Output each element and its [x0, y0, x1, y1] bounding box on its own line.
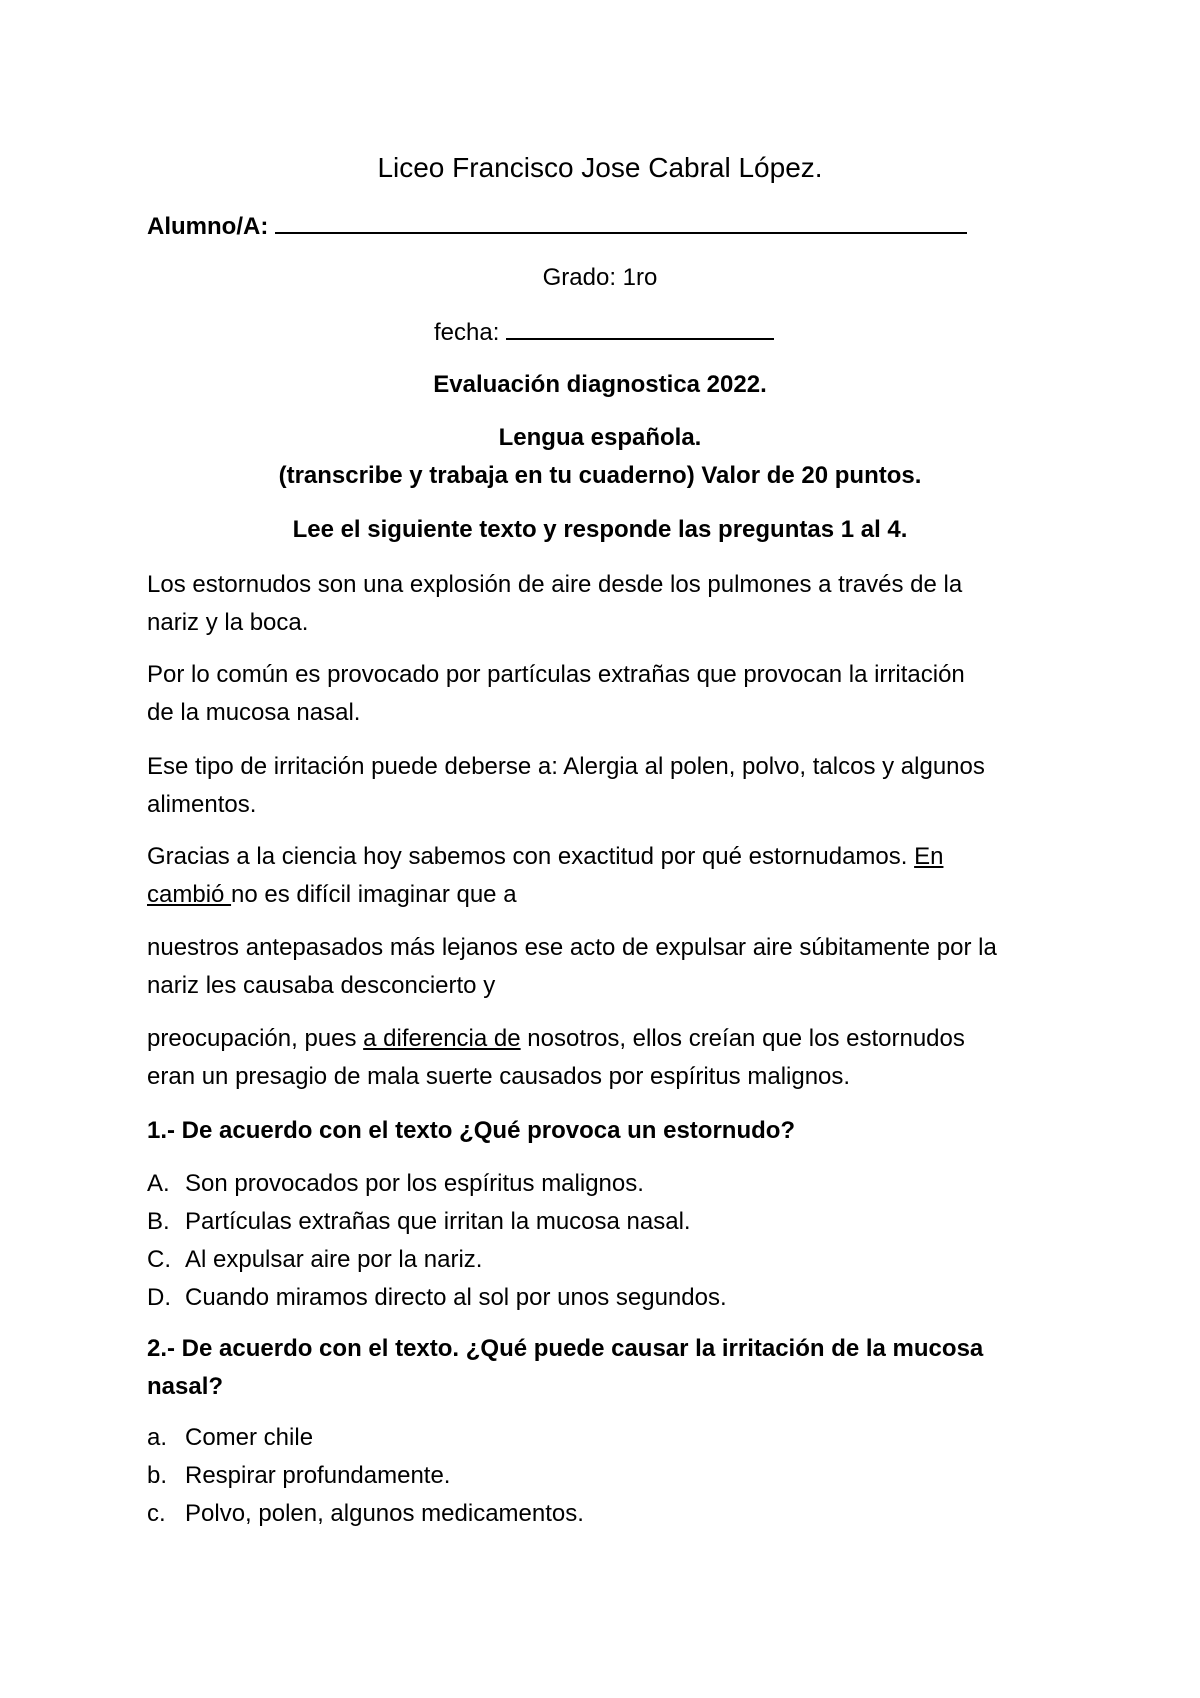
list-item: D. Cuando miramos directo al sol por unos segundos.	[147, 1284, 727, 1311]
question-1-options	[147, 1165, 727, 1317]
subject-title: Lengua española.	[498, 424, 702, 451]
paragraph-4: Gracias a la ciencia hoy sabemos con exactitud por qué estornudamos. En cambió no es difícil imaginar que a	[147, 843, 944, 908]
list-item: c. Polvo, polen, algunos medicamentos.	[147, 1500, 584, 1527]
date-line	[434, 318, 774, 347]
date-blank	[506, 318, 774, 340]
paragraph-2: Por lo común es provocado por partículas extrañas que provocan la irritación de la mucosa nasal.	[147, 661, 965, 726]
student-label: Alumno/A:	[147, 213, 269, 240]
exam-title: Evaluación diagnostica 2022.	[433, 371, 767, 398]
question-2: 2.- De acuerdo con el texto. ¿Qué puede causar la irritación de la mucosa nasal?	[147, 1335, 984, 1400]
grade-label: Grado: 1ro	[542, 264, 658, 291]
paragraph-3: Ese tipo de irritación puede deberse a: Alergia al polen, polvo, talcos y algunos alimentos.	[147, 753, 985, 818]
list-item: B. Partículas extrañas que irritan la mucosa nasal.	[147, 1208, 691, 1235]
date-label: fecha:	[434, 319, 500, 346]
paragraph-5: nuestros antepasados más lejanos ese acto de expulsar aire súbitamente por la nariz les causaba desconcierto y	[147, 934, 997, 999]
student-name-line	[147, 212, 967, 241]
list-item: C. Al expulsar aire por la nariz.	[147, 1246, 483, 1273]
paragraph-1: Los estornudos son una explosión de aire desde los pulmones a través de la nariz y la boca.	[147, 571, 963, 636]
instructions: (transcribe y trabaja en tu cuaderno) Valor de 20 puntos.	[278, 462, 922, 489]
list-item: a. Comer chile	[147, 1424, 314, 1451]
student-name-blank	[275, 212, 967, 234]
question-2-options	[147, 1419, 584, 1533]
school-name: Liceo Francisco Jose Cabral López.	[377, 152, 823, 183]
question-1: 1.- De acuerdo con el texto ¿Qué provoca un estornudo?	[147, 1117, 796, 1144]
list-item: b. Respirar profundamente.	[147, 1462, 451, 1489]
reading-prompt: Lee el siguiente texto y responde las preguntas 1 al 4.	[292, 516, 908, 543]
list-item: A. Son provocados por los espíritus malignos.	[147, 1170, 644, 1197]
underlined-phrase: cambió	[147, 881, 232, 908]
underlined-phrase: En	[914, 843, 944, 870]
underlined-phrase: a diferencia de	[363, 1025, 521, 1052]
paragraph-6: preocupación, pues a diferencia de nosotros, ellos creían que los estornudos eran un presagio de mala suerte causados por espíritus malignos.	[147, 1025, 965, 1090]
